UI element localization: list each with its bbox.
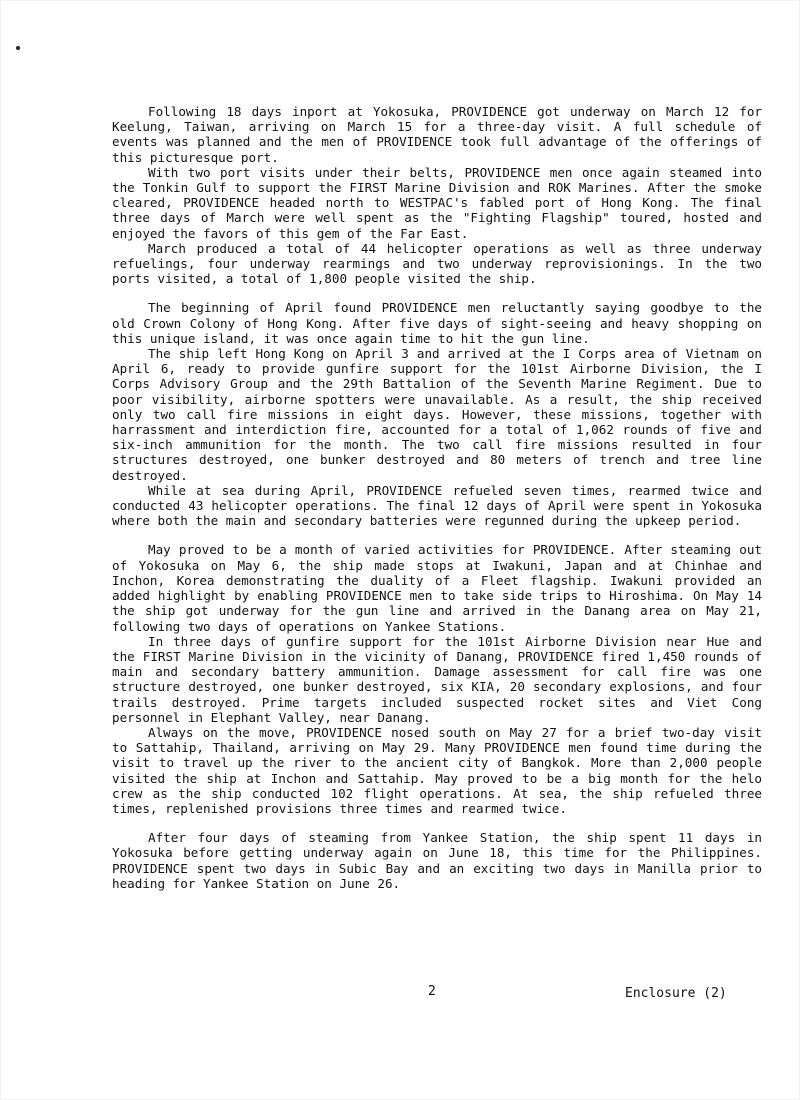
paragraph-may-sattahip: Always on the move, PROVIDENCE nosed south on May 27 for a brief two-day visit to Sattahip, Thailand, arriving on May 29. Many PROVIDENCE men found time during the visit to travel up the river to the ancient city of Bangkok. More than 2,000 people visited the ship at Inchon and Sattahip. May proved to be a big month for the helo crew as the ship conducted 102 flight operations. At sea, the ship refueled three times, replenished provisions three times and rearmed twice. xyxy=(112,724,762,816)
paragraph-may-intro: May proved to be a month of varied activities for PROVIDENCE. After steaming out of Yokosuka on May 6, the ship made stops at Iwakuni, Japan and at Chinhae and Inchon, Korea demonstrating the duality of a Fleet flagship. Iwakuni provided an added highlight by enabling PROVIDENCE men to take side trips to Hiroshima. On May 14 the ship got underway for the gun line and arrived in the Danang area on May 21, following two days of operations on Yankee Stations. xyxy=(112,542,762,634)
section-gap xyxy=(112,816,762,830)
paragraph-march-hong-kong: With two port visits under their belts, PROVIDENCE men once again steamed into the Tonkin Gulf to support the FIRST Marine Division and ROK Marines. After the smoke cleared, PROVIDENCE headed north to WESTPAC's fabled port of Hong Kong. The final three days of March were well spent as the "Fighting Flagship" toured, hosted and enjoyed the favors of this gem of the Far East. xyxy=(112,164,762,241)
paragraph-april-summary: While at sea during April, PROVIDENCE refueled seven times, rearmed twice and conducted 43 helicopter operations. The final 12 days of April were spent in Yokosuka where both the main and secondary batteries were regunned during the upkeep period. xyxy=(112,482,762,529)
enclosure-label: Enclosure (2) xyxy=(625,986,727,1001)
paragraph-april-gunfire: The ship left Hong Kong on April 3 and arrived at the I Corps area of Vietnam on April 6, ready to provide gunfire support for the 101st Airborne Division, the I Corps Advisory Group and the 29th Battalion of the Seventh Marine Regiment. Due to poor visibility, airborne spotters were unavailable. As a result, the ship received only two call fire missions in eight days. However, these missions, together with harrassment and interdiction fire, accounted for a total of 1,062 rounds of five and six-inch ammunition for the month. The two call fire missions resulted in four structures destroyed, one bunker destroyed and 80 meters of trench and tree line destroyed. xyxy=(112,346,762,483)
punch-mark xyxy=(16,46,20,50)
section-gap xyxy=(112,286,762,300)
section-gap xyxy=(112,528,762,542)
paragraph-march-summary: March produced a total of 44 helicopter operations as well as three underway refuelings, four underway rearmings and two underway reprovisionings. In the two ports visited, a total of 1,800 people visited the ship. xyxy=(112,240,762,287)
paragraph-april-intro: The beginning of April found PROVIDENCE men reluctantly saying goodbye to the old Crown Colony of Hong Kong. After five days of sight-seeing and heavy shopping on this unique island, it was once again time to hit the gun line. xyxy=(112,300,762,346)
document-body xyxy=(112,104,762,891)
paragraph-may-gunfire: In three days of gunfire support for the 101st Airborne Division near Hue and the FIRST Marine Division in the vicinity of Danang, PROVIDENCE fired 1,450 rounds of main and secondary battery ammunition. Damage assessment for call fire was one structure destroyed, one bunker destroyed, six KIA, 20 secondary explosions, and four trails destroyed. Prime targets included suspected rocket sites and Viet Cong personnel in Elephant Valley, near Danang. xyxy=(112,633,762,725)
page-number: 2 xyxy=(428,984,436,999)
paragraph-june: After four days of steaming from Yankee Station, the ship spent 11 days in Yokosuka before getting underway again on June 18, this time for the Philippines. PROVIDENCE spent two days in Subic Bay and an exciting two days in Manilla prior to heading for Yankee Station on June 26. xyxy=(112,830,762,891)
paragraph-march-keelung: Following 18 days inport at Yokosuka, PROVIDENCE got underway on March 12 for Keelung, Taiwan, arriving on March 15 for a three-day visit. A full schedule of events was planned and the men of PROVIDENCE took full advantage of the offerings of this picturesque port. xyxy=(112,104,762,165)
